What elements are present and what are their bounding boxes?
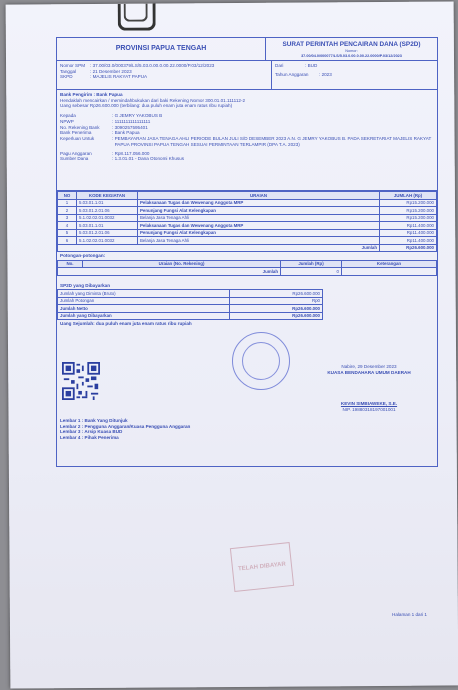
potongan-title: Potongan-potongan: (60, 253, 106, 258)
pot-col-uraian: Uraian (No. Rekening) (83, 260, 281, 268)
col-uraian: URAIAN (138, 192, 380, 200)
pot-col-jumlah: Jumlah (Rp) (281, 260, 342, 268)
table-row (58, 207, 437, 215)
summary-table (57, 289, 323, 320)
distribution-1: Lembar 1 : Bank Yang Ditunjuk (60, 418, 128, 423)
nomor-value: 37.00/04.0/000077/LS/5.03.0.00.0.00.22.0000/P.03/12/2023 (301, 53, 402, 58)
dari-label: Dari (275, 63, 284, 68)
jumlah-label: Jumlah (58, 244, 380, 252)
cell-uraian: Belanja Jasa Tenaga Ahli (138, 237, 380, 245)
norek-value: 3090257595401 (114, 124, 148, 130)
spm-label: Nomor SPM (60, 63, 86, 68)
cell-jumlah: Rp15.200.000 (380, 199, 437, 207)
kegiatan-table (57, 191, 437, 252)
province-title: PROVINSI PAPUA TENGAH (57, 38, 266, 60)
cell-jumlah: Rp11.400.000 (380, 229, 437, 237)
cell-kode: 5.1.02.02.01.0032 (77, 237, 138, 245)
bruto-label: Jumlah yang Diminta (Bruto) (58, 290, 230, 298)
cell-jumlah: Rp11.400.000 (380, 237, 437, 245)
cell-uraian: Pelaksanaan Tugas dan Wewenang Anggota MRP (138, 222, 380, 230)
cell-uraian: Penunjang Fungsi Alat Kelengkapan (138, 207, 380, 215)
dari-value: BUD (307, 63, 318, 68)
page-number: Halaman 1 dari 1 (392, 612, 427, 617)
signature-role: KUASA BENDAHARA UMUM DAERAH (327, 369, 411, 375)
potongan-sum-label: Jumlah Potongan (58, 297, 230, 305)
form-header (57, 38, 437, 61)
tahun-value: 2023 (321, 71, 332, 77)
pagu-value: Rp8.117.056.000 (114, 150, 150, 156)
col-kode: KODE KEGIATAN (77, 192, 138, 200)
keperluan-label: Keperluan Untuk (60, 136, 95, 142)
signature-name: KEVIN SIMBIAWEKE, S.E. (340, 401, 398, 407)
meta-section: Nomor SPM : 37.00/03.0/000379/LS/5.03.0.00.0.00.22.0000/P.03/12/2023 Tanggal : 21 Desember 2023 SKPD : MAJELIS RAKYAT PAPUA Dari : BUD Tahun Anggaran : 2023 (57, 61, 437, 90)
paid-stamp: TELAH DIBAYAR (230, 542, 294, 592)
table-row (58, 199, 437, 207)
hendaklah-text: Hendaklah mencairkan / memindahbukukan dari baki Rekening Nomor 300.01.01.111112-2 (60, 97, 246, 103)
table-row (58, 237, 437, 245)
cell-kode: 5.03.01.2.01.06 (77, 229, 138, 237)
norek-label: No. Rekening Bank (60, 124, 100, 130)
dibayar-value: Rp26.600.000 (229, 312, 322, 320)
cell-kode: 5.1.02.02.01.0032 (77, 214, 138, 222)
cell-kode: 5.03.01.1.01 (77, 222, 138, 230)
dibayar-label: Jumlah yang Dibayarkan (58, 312, 230, 320)
table-row (58, 229, 437, 237)
jumlah-total: Rp26.600.000 (380, 244, 437, 252)
tanggal-value: 21 Desember 2023 (92, 68, 132, 74)
cell-kode: 5.03.01.2.01.06 (77, 207, 138, 215)
cell-uraian: Penunjang Fungsi Alat Kelengkapan (138, 229, 380, 237)
binder-clip-inner (124, 4, 148, 22)
signature-date: Nabire, 29 Desember 2023 (341, 364, 397, 369)
potongan-sum-value: Rp0 (229, 297, 322, 305)
netto-value: Rp26.600.000 (229, 305, 322, 313)
potongan-table (57, 260, 437, 276)
col-no: NO (58, 192, 77, 200)
col-jumlah: JUMLAH (Rp) (380, 192, 437, 200)
npwp-value: 1111111111111111 (114, 118, 151, 124)
form-title: SURAT PERINTAH PENCAIRAN DANA (SP2D) (282, 41, 421, 48)
table-row (58, 222, 437, 230)
qr-code-icon (62, 362, 100, 400)
pot-col-no: No. (58, 260, 83, 268)
kepada-label: Kepada (60, 113, 76, 119)
spm-value: 37.00/03.0/000379/LS/5.03.0.00.0.00.22.0000/P.03/12/2023 (92, 63, 215, 68)
kepada-value: G JEMRY YAKOBUS B (114, 113, 163, 119)
cell-no: 3 (58, 214, 77, 222)
netto-label: Jumlah Netto (58, 305, 230, 313)
pot-jumlah-label: Jumlah (58, 268, 281, 276)
pot-col-ket: Keterangan (342, 260, 437, 268)
nomor-label: Nomor: (345, 49, 358, 53)
cell-no: 6 (58, 237, 77, 245)
pagu-label: Pagu Anggaran (60, 150, 92, 156)
terbilang: Uang Sejumlah: dua puluh enam juta enam ratus ribu rupiah (60, 321, 192, 327)
bank-penerima-label: Bank Penerima (60, 130, 92, 136)
cell-uraian: Pelaksanaan Tugas dan Wewenang Anggota MRP (138, 199, 380, 207)
npwp-label: NPWP (60, 118, 74, 124)
bank-pengirim: Bank Pengirim : Bank Papua (60, 92, 123, 97)
bank-penerima-value: Bank Papua (114, 130, 140, 136)
cell-no: 2 (58, 207, 77, 215)
sumber-label: Sumber Dana (60, 156, 89, 162)
official-seal-inner (242, 342, 280, 380)
table-row (58, 214, 437, 222)
tahun-label: Tahun Anggaran (275, 71, 309, 77)
payment-details: Bank Pengirim : Bank Papua Hendaklah mencairkan / memindahbukukan dari baki Rekening Nomor 300.01.01.111112-2 Uang sebesar Rp26.600.000 (terbilang: dua puluh enam juta enam ratus ribu rupiah) Kepada : G JEMRY YAKOBUS B NPWP : 1111111111111111 No. Rekening Bank : 3090257595401 Bank Penerima : Bank Papua Keperluan Untuk : PEMBAYARAN JASA TENAGA AHLI PERIODE BULAN JULI S/D DESEMBER 2023 A.N. G JEMRY YAKOBUS B. PADA SEKRETARIAT MAJELIS RAKYAT PAPUA PROVINSI PAPUA TENGAH SESUAI PERMINTAAN TERLAMPIR (DPA T.A. 2023) Pagu Anggaran : Rp8.117.056.000 Sumber Dana : 1.3.01.01 - Dana Otonomi Khusus (57, 90, 437, 191)
sumber-value: 1.3.01.01 - Dana Otonomi Khusus (114, 156, 185, 162)
cell-no: 1 (58, 199, 77, 207)
signature-nip: NIP. 19880318197001001 (342, 407, 396, 413)
cell-kode: 5.03.01.1.01 (77, 199, 138, 207)
pot-jumlah-value: 0 (281, 268, 342, 276)
distribution-4: Lembar 4 : Pihak Penerima (60, 435, 119, 441)
distribution-3: Lembar 3 : Arsip Kuasa BUD (60, 429, 123, 435)
uang-sebesar-text: Uang sebesar Rp26.600.000 (terbilang: dua puluh enam juta enam ratus ribu rupiah) (60, 103, 233, 109)
skpd-label: SKPD (60, 74, 73, 80)
cell-no: 5 (58, 229, 77, 237)
summary-title: SP2D yang Dibayarkan (60, 282, 111, 288)
cell-no: 4 (58, 222, 77, 230)
cell-uraian: Belanja Jasa Tenaga Ahli (138, 214, 380, 222)
cell-jumlah: Rp15.200.000 (380, 207, 437, 215)
form-title-block (266, 38, 437, 60)
cell-jumlah: Rp15.200.000 (380, 214, 437, 222)
tanggal-label: Tanggal (60, 68, 77, 74)
sp2d-form (56, 37, 438, 467)
distribution-2: Lembar 2 : Pengguna Anggaran/Kuasa Pengguna Anggaran (60, 423, 191, 429)
keperluan-value: PEMBAYARAN JASA TENAGA AHLI PERIODE BULAN JULI S/D DESEMBER 2023 A.N. G JEMRY YAKOBUS B. PADA SEKRETARIAT MAJELIS RAKYAT PAPUA PROVINSI PAPUA TENGAH SESUAI PERMINTAAN TERLAMPIR (DPA T.A. 2023) (114, 136, 432, 147)
bruto-value: Rp26.600.000 (229, 290, 322, 298)
skpd-value: MAJELIS RAKYAT PAPUA (92, 74, 148, 80)
cell-jumlah: Rp11.400.000 (380, 222, 437, 230)
